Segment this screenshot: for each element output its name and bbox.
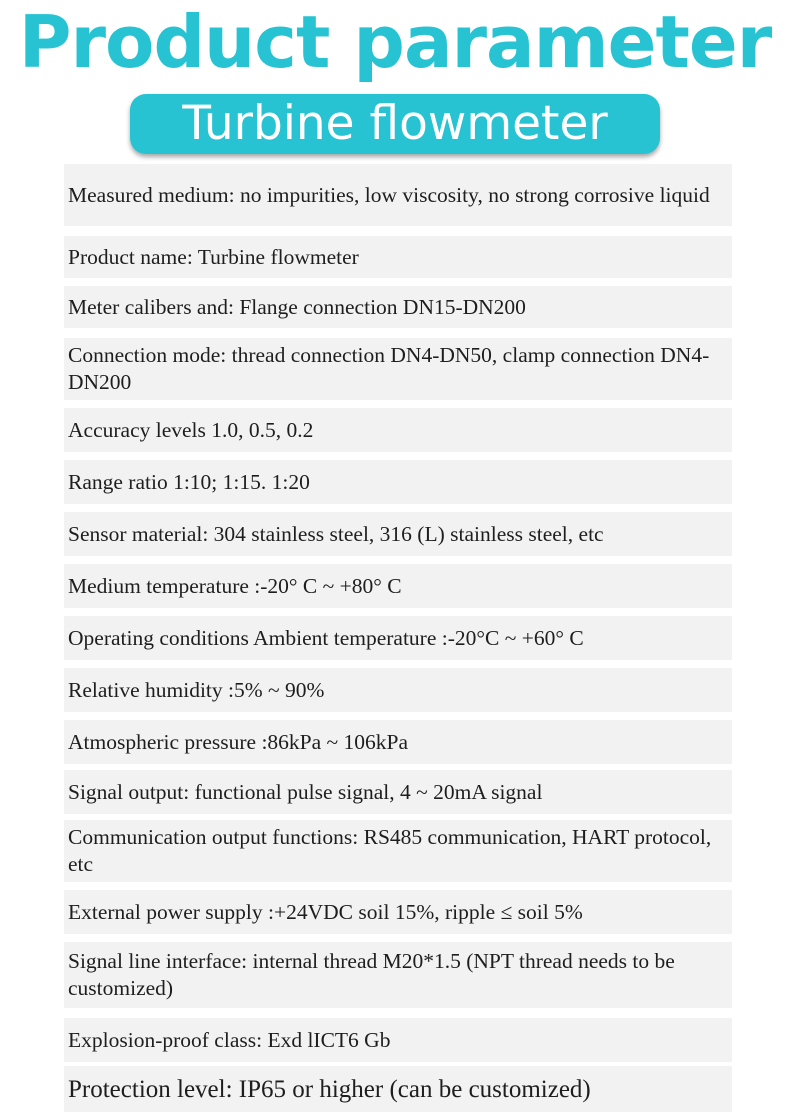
param-row-medium-temperature: Medium temperature :-20° C ~ +80° C — [64, 564, 732, 608]
product-name-banner — [130, 94, 660, 154]
param-row-product-name: Product name: Turbine flowmeter — [64, 236, 732, 278]
param-row-sensor-material: Sensor material: 304 stainless steel, 316 (L) stainless steel, etc — [64, 512, 732, 556]
param-row-explosion-proof: Explosion-proof class: Exd lICT6 Gb — [64, 1018, 732, 1062]
param-row-meter-calibers: Meter calibers and: Flange connection DN15-DN200 — [64, 286, 732, 328]
param-row-relative-humidity: Relative humidity :5% ~ 90% — [64, 668, 732, 712]
param-row-signal-output: Signal output: functional pulse signal, 4 ~ 20mA signal — [64, 770, 732, 814]
param-row-communication-output: Communication output functions: RS485 communication, HART protocol, etc — [64, 820, 732, 882]
param-row-accuracy: Accuracy levels 1.0, 0.5, 0.2 — [64, 408, 732, 452]
param-row-protection-level: Protection level: IP65 or higher (can be customized) — [64, 1066, 732, 1112]
param-row-range-ratio: Range ratio 1:10; 1:15. 1:20 — [64, 460, 732, 504]
page-title: Product parameter — [18, 0, 772, 84]
param-row-signal-line-interface: Signal line interface: internal thread M20*1.5 (NPT thread needs to be customized) — [64, 942, 732, 1008]
param-row-connection-mode: Connection mode: thread connection DN4-DN50, clamp connection DN4-DN200 — [64, 338, 732, 400]
banner-label: Turbine flowmeter — [182, 96, 608, 151]
param-row-power-supply: External power supply :+24VDC soil 15%, ripple ≤ soil 5% — [64, 890, 732, 934]
param-row-measured-medium: Measured medium: no impurities, low viscosity, no strong corrosive liquid — [64, 164, 732, 226]
param-row-atmospheric-pressure: Atmospheric pressure :86kPa ~ 106kPa — [64, 720, 732, 764]
param-row-operating-conditions: Operating conditions Ambient temperature :-20°C ~ +60° C — [64, 616, 732, 660]
